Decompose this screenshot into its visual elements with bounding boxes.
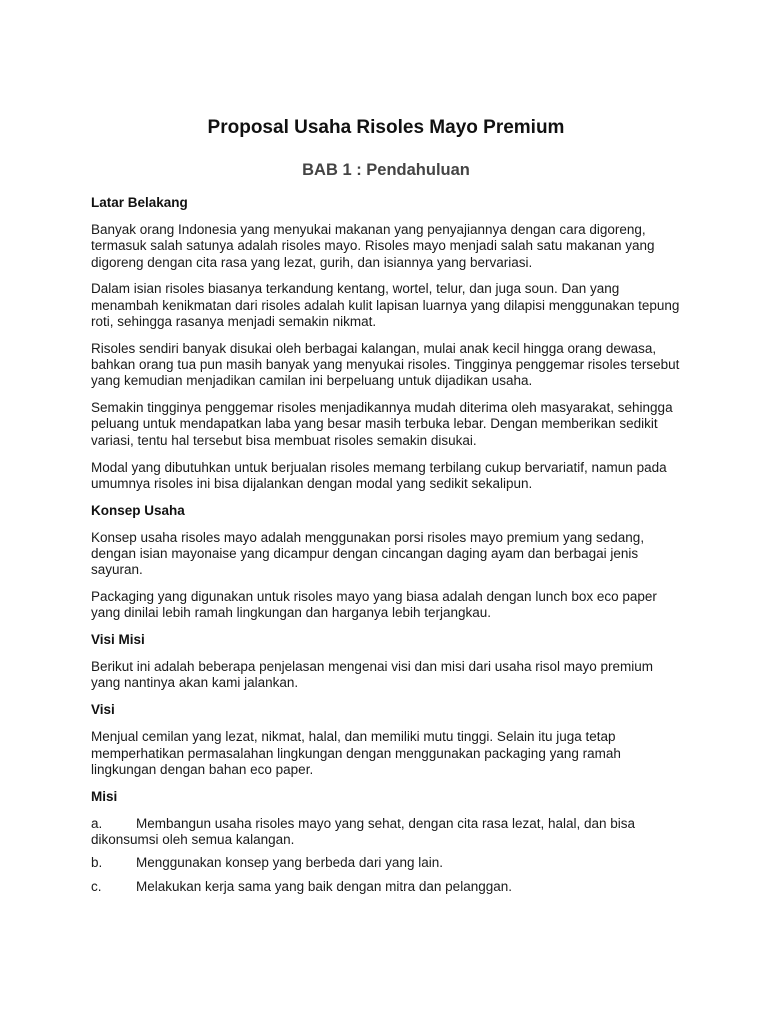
section-misi: [91, 789, 681, 895]
section-heading: Visi Misi: [91, 632, 145, 648]
chapter-heading: BAB 1 : Pendahuluan: [302, 161, 470, 179]
document-title: Proposal Usaha Risoles Mayo Premium: [207, 117, 565, 138]
section-visi: [91, 702, 681, 778]
paragraph: Berikut ini adalah beberapa penjelasan mengenai visi dan misi dari usaha risol mayo premium yang nantinya akan kami jalankan.: [91, 659, 654, 691]
paragraph: Modal yang dibutuhkan untuk berjualan risoles memang terbilang cukup bervariatif, namun pada umumnya risoles ini bisa dijalankan dengan modal yang sedikit sekalipun.: [91, 459, 667, 491]
list-item: [91, 816, 681, 849]
list-item: [91, 855, 681, 871]
section-heading: Visi: [91, 702, 115, 718]
list-item-text: Membangun usaha risoles mayo yang sehat, dengan cita rasa lezat, halal, dan bisa dikonsumsi oleh semua kalangan.: [91, 815, 636, 847]
paragraph: Konsep usaha risoles mayo adalah menggunakan porsi risoles mayo premium yang sedang, dengan isian mayonaise yang dicampur dengan cincangan daging ayam dan berbagai jenis sayuran.: [91, 529, 645, 578]
section-heading: Latar Belakang: [91, 195, 188, 210]
section-visi-misi: [91, 632, 681, 692]
paragraph: Dalam isian risoles biasanya terkandung kentang, wortel, telur, dan juga soun. Dan yang menambah kenikmatan dari risoles adalah kulit lapisan luarnya yang dilapisi menggunakan tepung roti, sehingga rasanya menjadi semakin nikmat.: [91, 281, 680, 329]
section-heading: Konsep Usaha: [91, 502, 185, 518]
paragraph: Banyak orang Indonesia yang menyukai makanan yang penyajiannya dengan cara digoreng, termasuk salah satunya adalah risoles mayo. Risoles mayo menjadi salah satu makanan yang digoreng dengan cita rasa yang lezat, gurih, dan isiannya yang bervariasi.: [91, 222, 655, 270]
list-item-text: Melakukan kerja sama yang baik dengan mitra dan pelanggan.: [136, 878, 512, 894]
paragraph: Risoles sendiri banyak disukai oleh berbagai kalangan, mulai anak kecil hingga orang dewasa, bahkan orang tua pun masih banyak yang menyukai risoles. Tingginya penggemar risoles tersebut yang kemudian menjadikan camilan ini berpeluang untuk dijadikan usaha.: [91, 340, 680, 389]
section-latar-belakang: [91, 195, 681, 492]
list-marker: c.: [91, 878, 102, 894]
section-heading: Misi: [91, 788, 118, 804]
list-marker: b.: [91, 855, 103, 871]
paragraph: Menjual cemilan yang lezat, nikmat, halal, dan memiliki mutu tinggi. Selain itu juga tetap memperhatikan permasalahan lingkungan dengan menggunakan packaging yang ramah lingkungan dengan bahan eco paper.: [91, 729, 621, 777]
paragraph: Semakin tingginya penggemar risoles menjadikannya mudah diterima oleh masyarakat, sehingga peluang untuk mendapatkan laba yang besar masih terbuka lebar. Dengan memberikan sedikit variasi, tentu hal tersebut bisa membuat risoles semakin disukai.: [91, 400, 673, 448]
list-item: [91, 879, 681, 895]
list-item-text: Menggunakan konsep yang berbeda dari yang lain.: [136, 855, 443, 871]
section-konsep-usaha: [91, 503, 681, 622]
document-body: [91, 195, 681, 902]
list-marker: a.: [91, 815, 103, 831]
paragraph: Packaging yang digunakan untuk risoles mayo yang biasa adalah dengan lunch box eco paper yang dinilai lebih ramah lingkungan dan harganya lebih terjangkau.: [91, 589, 657, 621]
